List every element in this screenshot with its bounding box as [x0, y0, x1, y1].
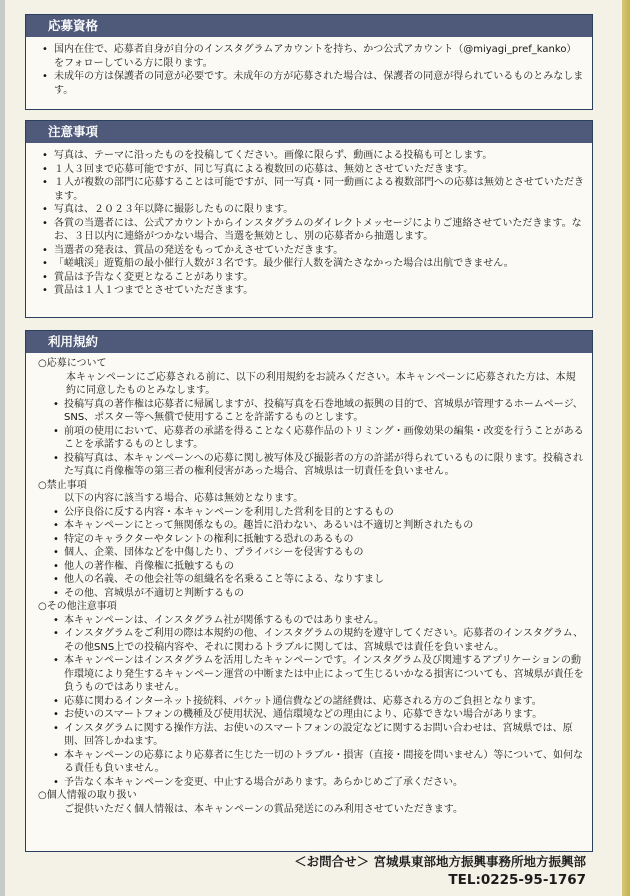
- eligibility-section: [25, 14, 593, 110]
- list-item: • 応募に関わるインターネット接続料、パケット通信費などの諸経費は、応募される方のご負担となります。: [38, 695, 584, 709]
- bullet-icon: •: [42, 177, 48, 188]
- list-item: • 賞品は１人１つまでとさせていただきます。: [38, 284, 584, 298]
- list-item: • 各賞の当選者には、公式アカウントからインスタグラムのダイレクトメッセージによりご連絡させていただきます。なお、３日以内に連絡がつかない場合、当選を無効とし、別の応募者から抽選します。: [38, 217, 584, 244]
- document-sheet: [25, 12, 591, 888]
- bullet-icon: •: [53, 574, 59, 585]
- bullet-icon: •: [53, 520, 59, 531]
- list-item: • 本キャンペーンはインスタグラムを活用したキャンペーンです。インスタグラム及び関連するアプリケーションの動作環境により発生するキャンペーン運営の中断または中止によって生じるいかなる損害についても、宮城県が責任を負うものではありません。: [38, 654, 584, 695]
- list-item: • 本キャンペーンの応募により応募者に生じた一切のトラブル・損害（直接・間接を問いません）等について、如何なる責任も負いません。: [38, 749, 584, 776]
- list-item: • １人３回まで応募可能ですが、同じ写真による複数回の応募は、無効とさせていただきます。: [38, 163, 584, 177]
- bullet-icon: •: [42, 258, 48, 269]
- list-item: • 投稿写真の著作権は応募者に帰属しますが、投稿写真を石巻地域の振興の目的で、宮城県が管理するホームページ、SNS、ポスター等へ無償で使用することを許諾するものとします。: [38, 398, 584, 425]
- bullet-icon: •: [42, 204, 48, 215]
- list-item: • 本キャンペーンにとって無関係なもの。趣旨に沿わない、あるいは不適切と判断されたもの: [38, 519, 584, 533]
- terms-section: [25, 330, 593, 852]
- list-item: • 本キャンペーンは、インスタグラム社が関係するものではありません。: [38, 614, 584, 628]
- bullet-icon: •: [53, 722, 59, 734]
- list-item: • １人が複数の部門に応募することは可能ですが、同一写真・同一動画による複数部門への応募は無効とさせていただきます。: [38, 176, 584, 203]
- list-item: • 投稿写真は、本キャンペーンへの応募に関し被写体及び撮影者の方の許諾が得られているものに限ります。投稿された写真に肖像権等の第三者の権利侵害があった場合、宮城県は一切責任を負いません。: [38, 452, 584, 479]
- bullet-icon: •: [53, 533, 59, 545]
- list-item: • 前項の使用において、応募者の承諾を得ることなく応募作品のトリミング・画像効果の編集・改変を行うことがあることを承諾するものとします。: [38, 425, 584, 452]
- bullet-icon: •: [53, 425, 59, 437]
- list-item: • お使いのスマートフォンの機種及び使用状況、通信環境などの理由により、応募できない場合があります。: [38, 708, 584, 722]
- bullet-icon: •: [53, 398, 59, 410]
- paragraph: 本キャンペーンにご応募される前に、以下の利用規約をお読みください。本キャンペーンに応募された方は、本規約に同意したものとみなします。: [66, 371, 576, 396]
- subsection-heading-application: ○応募について: [38, 358, 107, 369]
- bullet-icon: •: [53, 452, 59, 464]
- list-item: • 当選者の発表は、賞品の発送をもってかえさせていただきます。: [38, 244, 584, 258]
- list-item: • 公序良俗に反する内容・本キャンペーンを利用した営利を目的とするもの: [38, 506, 584, 520]
- subsection-heading-privacy: ○個人情報の取り扱い: [38, 790, 137, 801]
- section-title-notes: 注意事項: [26, 121, 592, 143]
- paragraph: 以下の内容に該当する場合、応募は無効となります。: [64, 493, 304, 504]
- list-item: • 他人の著作権、肖像権に抵触するもの: [38, 560, 584, 574]
- list-item: • 写真は、２０２３年以降に撮影したものに限ります。: [38, 203, 584, 217]
- notes-section: [25, 120, 593, 318]
- bullet-icon: •: [42, 44, 48, 55]
- bullet-icon: •: [53, 614, 59, 626]
- bullet-icon: •: [53, 776, 59, 788]
- list-item: • 国内在住で、応募者自身が自分のインスタグラムアカウントを持ち、かつ公式アカウント（@miyagi_pref_kanko）をフォローしている方に限ります。: [38, 43, 584, 70]
- list-item: • 特定のキャラクターやタレントの権利に抵触する恐れのあるもの: [38, 533, 584, 547]
- subsection-heading-other: ○その他注意事項: [38, 601, 117, 612]
- list-item: • その他、宮城県が不適切と判断するもの: [38, 587, 584, 601]
- bullet-icon: •: [53, 709, 59, 720]
- list-item: • インスタグラムに関する操作方法、お使いのスマートフォンの設定などに関するお問い合わせは、宮城県では、原則、回答しかねます。: [38, 722, 584, 749]
- contact-phone: TEL:0225-95-1767: [448, 872, 586, 888]
- list-item: • 賞品は予告なく変更となることがあります。: [38, 271, 584, 285]
- list-item: • 予告なく本キャンペーンを変更、中止する場合があります。あらかじめご了承ください。: [38, 776, 584, 790]
- list-item: • 個人、企業、団体などを中傷したり、プライバシーを侵害するもの: [38, 546, 584, 560]
- bullet-icon: •: [53, 587, 59, 599]
- bullet-icon: •: [42, 71, 48, 82]
- bullet-icon: •: [42, 150, 48, 161]
- list-item: • 未成年の方は保護者の同意が必要です。未成年の方が応募された場合は、保護者の同意が得られているものとみなします。: [38, 70, 584, 97]
- bullet-icon: •: [53, 628, 59, 639]
- page-edge-right: [622, 0, 630, 896]
- subsection-heading-prohibited: ○禁止事項: [38, 479, 87, 491]
- bullet-icon: •: [42, 163, 48, 175]
- bullet-icon: •: [42, 217, 48, 229]
- bullet-icon: •: [42, 244, 48, 256]
- bullet-icon: •: [53, 506, 59, 518]
- contact-office: ＜お問合せ＞ 宮城県東部地方振興事務所地方振興部: [294, 854, 586, 869]
- bullet-icon: •: [53, 749, 59, 761]
- bullet-icon: •: [42, 271, 48, 283]
- list-item: • 他人の名義、その他会社等の組織名を名乗ること等による、なりすまし: [38, 573, 584, 587]
- page-edge-left: [0, 0, 5, 896]
- bullet-icon: •: [42, 285, 48, 296]
- bullet-icon: •: [53, 655, 59, 666]
- bullet-icon: •: [53, 695, 59, 707]
- bullet-icon: •: [53, 547, 59, 558]
- list-item: • 写真は、テーマに沿ったものを投稿してください。画像に限らず、動画による投稿も可とします。: [38, 149, 584, 163]
- section-title-eligibility: 応募資格: [26, 15, 592, 37]
- list-item: • インスタグラムをご利用の際は本規約の他、インスタグラムの規約を遵守してください。応募者のインスタグラム、その他SNS上での投稿内容や、それに関わるトラブルに関しては、宮城県では責任を負いません。: [38, 627, 584, 654]
- bullet-icon: •: [53, 560, 59, 572]
- paragraph: ご提供いただく個人情報は、本キャンペーンの賞品発送にのみ利用させていただきます。: [64, 803, 463, 815]
- list-item: • 「嵯峨渓」遊覧船の最小催行人数が３名です。最少催行人数を満たさなかった場合は出航できません。: [38, 257, 584, 271]
- section-title-terms: 利用規約: [26, 331, 592, 353]
